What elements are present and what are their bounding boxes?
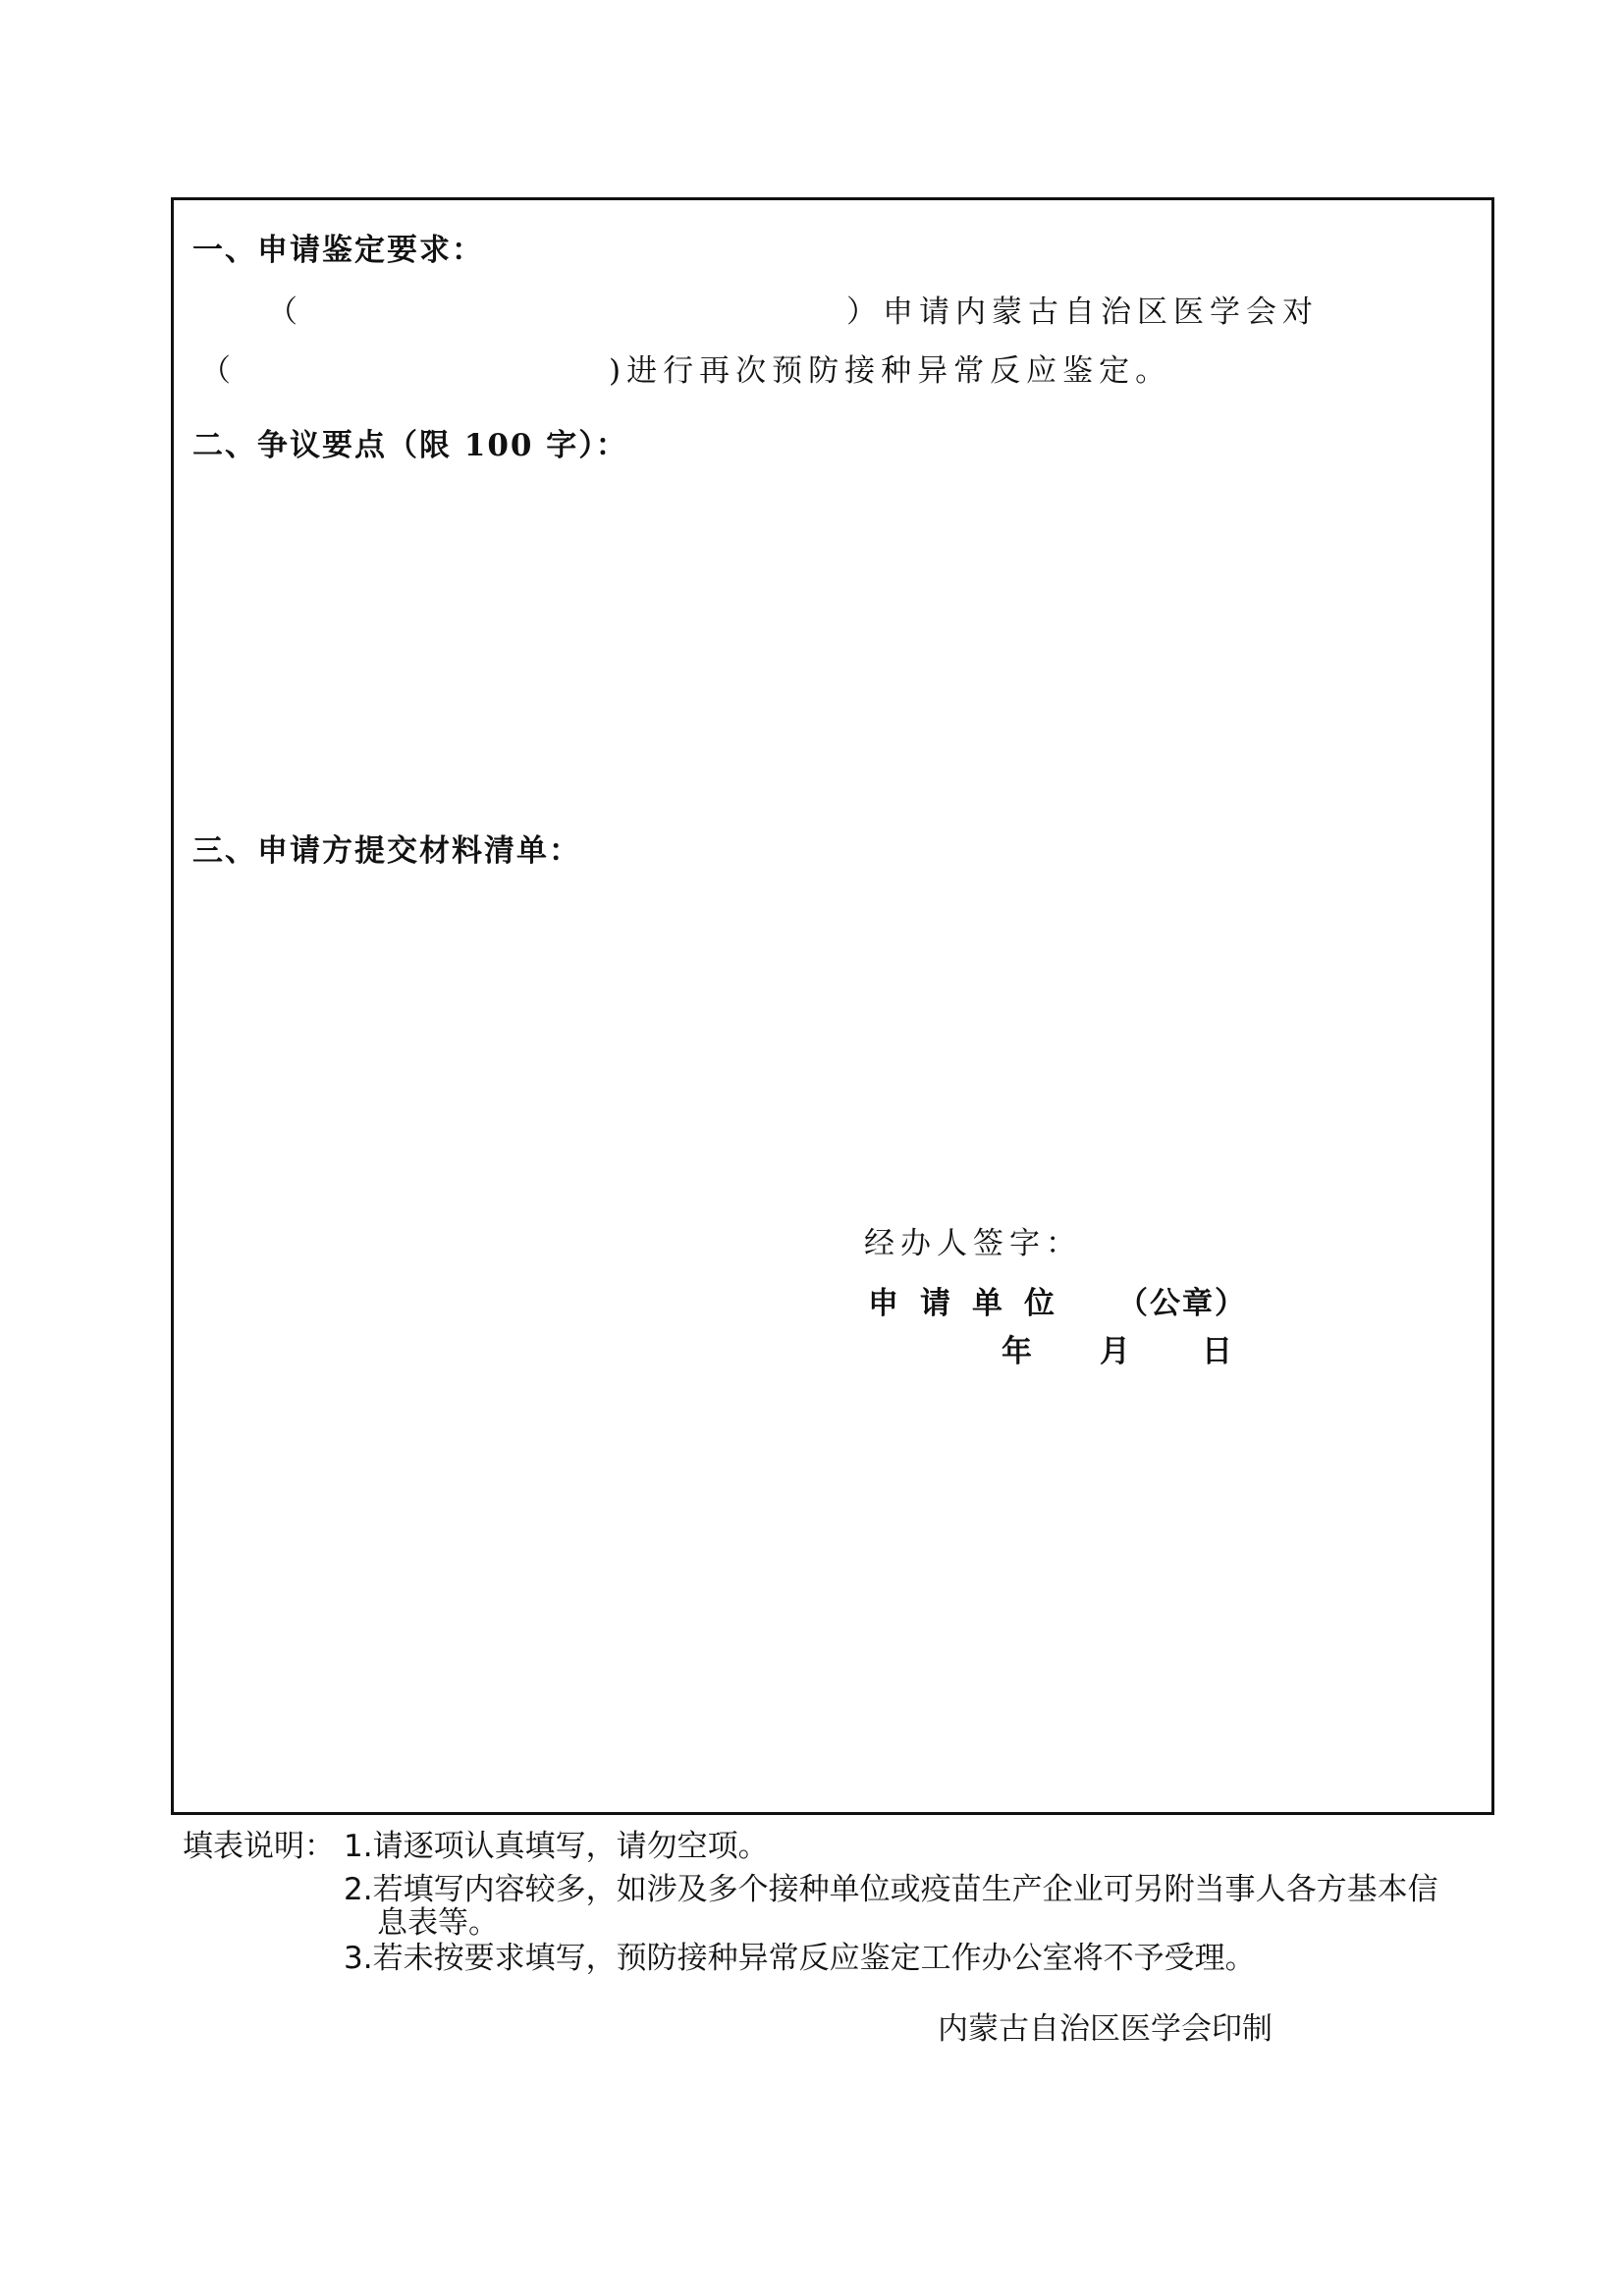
handler-signature-label: 经办人签字： [864, 1226, 1082, 1261]
official-seal-label: （公章） [1117, 1286, 1247, 1321]
applicant-blank-open: （ [267, 294, 298, 330]
respondent-blank-open: （ [200, 353, 231, 389]
instruction-item: 3.若未按要求填写，预防接种异常反应鉴定工作办公室将不予受理。 [344, 1941, 1256, 1976]
instruction-item: 2.若填写内容较多，如涉及多个接种单位或疫苗生产企业可另附当事人各方基本信 [344, 1872, 1438, 1907]
printed-by-footer: 内蒙古自治区医学会印制 [938, 2011, 1272, 2047]
section1-request-text: ）申请内蒙古自治区医学会对 [846, 294, 1319, 330]
instruction-item-continued: 息表等。 [377, 1905, 499, 1941]
section2-heading: 二、争议要点（限 100 字）： [192, 428, 628, 463]
date-day-label: 日 [1202, 1334, 1234, 1369]
date-year-label: 年 [1001, 1334, 1034, 1369]
instruction-item: 1.请逐项认真填写，请勿空项。 [344, 1829, 769, 1864]
section1-heading: 一、申请鉴定要求： [192, 233, 484, 268]
date-month-label: 月 [1100, 1334, 1132, 1369]
applicant-unit-label: 申请单位 [868, 1286, 1076, 1321]
section1-appraisal-text: )进行再次预防接种异常反应鉴定。 [609, 353, 1172, 389]
instructions-title: 填表说明： [183, 1829, 335, 1864]
section3-heading: 三、申请方提交材料清单： [192, 833, 581, 869]
